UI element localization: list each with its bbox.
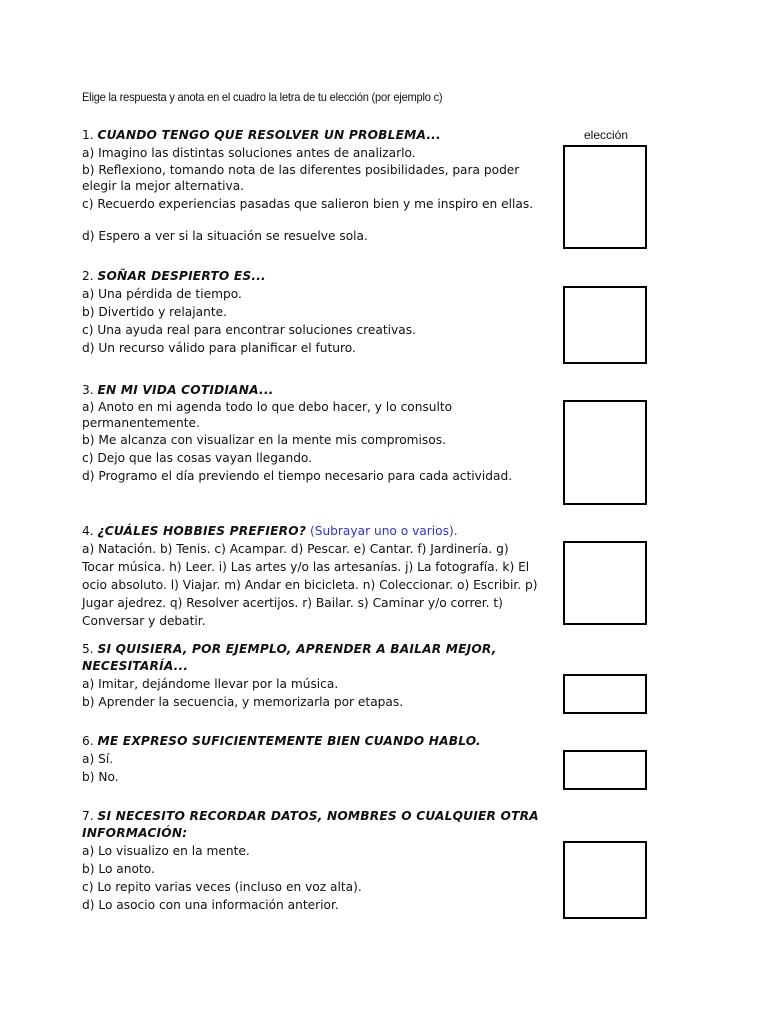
- question-2-option-c: c) Una ayuda real para encontrar soluciones creativas.: [82, 323, 416, 337]
- question-2-heading: [82, 267, 544, 285]
- question-6-option-b: b) No.: [82, 770, 119, 784]
- question-4-hobbies-list: a) Natación. b) Tenis. c) Acampar. d) Pescar. e) Cantar. f) Jardinería. g) Tocar música. h) Leer. i) Las artes y/o las artesanías. j) La fotografía. k) El ocio absoluto. l) Viajar. m) Andar en bicicleta. n) Coleccionar. o) Escribir. p) Jugar ajedrez. q) Resolver acertijos. r) Bailar. s) Caminar y/o correr. t) Conversar y debatir.: [82, 542, 538, 628]
- question-4: [82, 522, 544, 630]
- question-7-option-d: d) Lo asocio con una información anterior.: [82, 898, 339, 912]
- answer-box-4[interactable]: [563, 541, 647, 625]
- answer-box-1[interactable]: [563, 145, 647, 249]
- question-2-number: 2.: [82, 269, 94, 283]
- question-3-title: EN MI VIDA COTIDIANA...: [97, 383, 274, 397]
- question-3: [82, 381, 544, 485]
- answer-box-6[interactable]: [563, 750, 647, 790]
- question-6: [82, 732, 544, 786]
- question-7: [82, 808, 544, 914]
- question-3-option-a: a) Anoto en mi agenda todo lo que debo hacer, y lo consulto permanentemente.: [82, 400, 453, 430]
- answer-box-2[interactable]: [563, 286, 647, 364]
- question-5: [82, 641, 544, 711]
- question-1: [82, 126, 544, 245]
- question-2: [82, 267, 544, 357]
- column-header-eleccion: elección: [583, 128, 629, 142]
- question-7-option-c: c) Lo repito varias veces (incluso en voz alta).: [82, 880, 362, 894]
- question-4-note: (Subrayar uno o varios).: [309, 524, 458, 538]
- question-7-number: 7.: [82, 809, 94, 823]
- question-5-title: SI QUISIERA, POR EJEMPLO, APRENDER A BAILAR MEJOR, NECESITARÍA...: [82, 642, 497, 673]
- question-2-title: SOÑAR DESPIERTO ES...: [97, 269, 266, 283]
- question-4-heading: [82, 522, 544, 540]
- question-3-option-b: b) Me alcanza con visualizar en la mente mis compromisos.: [82, 433, 446, 447]
- question-4-title: ¿CUÁLES HOBBIES PREFIERO?: [97, 524, 307, 538]
- question-3-heading: [82, 381, 544, 399]
- question-2-option-d: d) Un recurso válido para planificar el futuro.: [82, 341, 356, 355]
- question-6-title: ME EXPRESO SUFICIENTEMENTE BIEN CUANDO HABLO.: [97, 734, 481, 748]
- answer-box-3[interactable]: [563, 400, 647, 505]
- question-4-number: 4.: [82, 524, 94, 538]
- question-3-number: 3.: [82, 383, 94, 397]
- answer-box-5[interactable]: [563, 674, 647, 714]
- question-2-option-b: b) Divertido y relajante.: [82, 305, 228, 319]
- question-2-option-a: a) Una pérdida de tiempo.: [82, 287, 242, 301]
- question-3-option-c: c) Dejo que las cosas vayan llegando.: [82, 451, 313, 465]
- question-6-option-a: a) Sí.: [82, 752, 114, 766]
- question-3-option-d: d) Programo el día previendo el tiempo necesario para cada actividad.: [82, 469, 513, 483]
- question-7-heading: [82, 808, 544, 842]
- question-1-title: CUANDO TENGO QUE RESOLVER UN PROBLEMA...: [97, 128, 441, 142]
- question-1-option-d: d) Espero a ver si la situación se resuelve sola.: [82, 229, 368, 243]
- question-6-number: 6.: [82, 734, 94, 748]
- question-1-option-b: b) Reflexiono, tomando nota de las diferentes posibilidades, para poder elegir la mejor alternativa.: [82, 163, 520, 193]
- question-5-heading: [82, 641, 544, 675]
- question-7-option-b: b) Lo anoto.: [82, 862, 155, 876]
- question-1-heading: [82, 126, 544, 144]
- question-7-title: SI NECESITO RECORDAR DATOS, NOMBRES O CUALQUIER OTRA INFORMACIÓN:: [82, 809, 539, 840]
- instructions: Elige la respuesta y anota en el cuadro la letra de tu elección (por ejemplo c): [82, 90, 443, 104]
- question-1-option-c: c) Recuerdo experiencias pasadas que salieron bien y me inspiro en ellas.: [82, 197, 534, 211]
- question-5-option-b: b) Aprender la secuencia, y memorizarla por etapas.: [82, 695, 404, 709]
- question-6-heading: [82, 732, 544, 750]
- question-5-number: 5.: [82, 642, 94, 656]
- question-1-option-a: a) Imagino las distintas soluciones antes de analizarlo.: [82, 146, 416, 160]
- question-1-number: 1.: [82, 128, 94, 142]
- question-5-option-a: a) Imitar, dejándome llevar por la música.: [82, 677, 339, 691]
- question-7-option-a: a) Lo visualizo en la mente.: [82, 844, 250, 858]
- answer-box-7[interactable]: [563, 841, 647, 919]
